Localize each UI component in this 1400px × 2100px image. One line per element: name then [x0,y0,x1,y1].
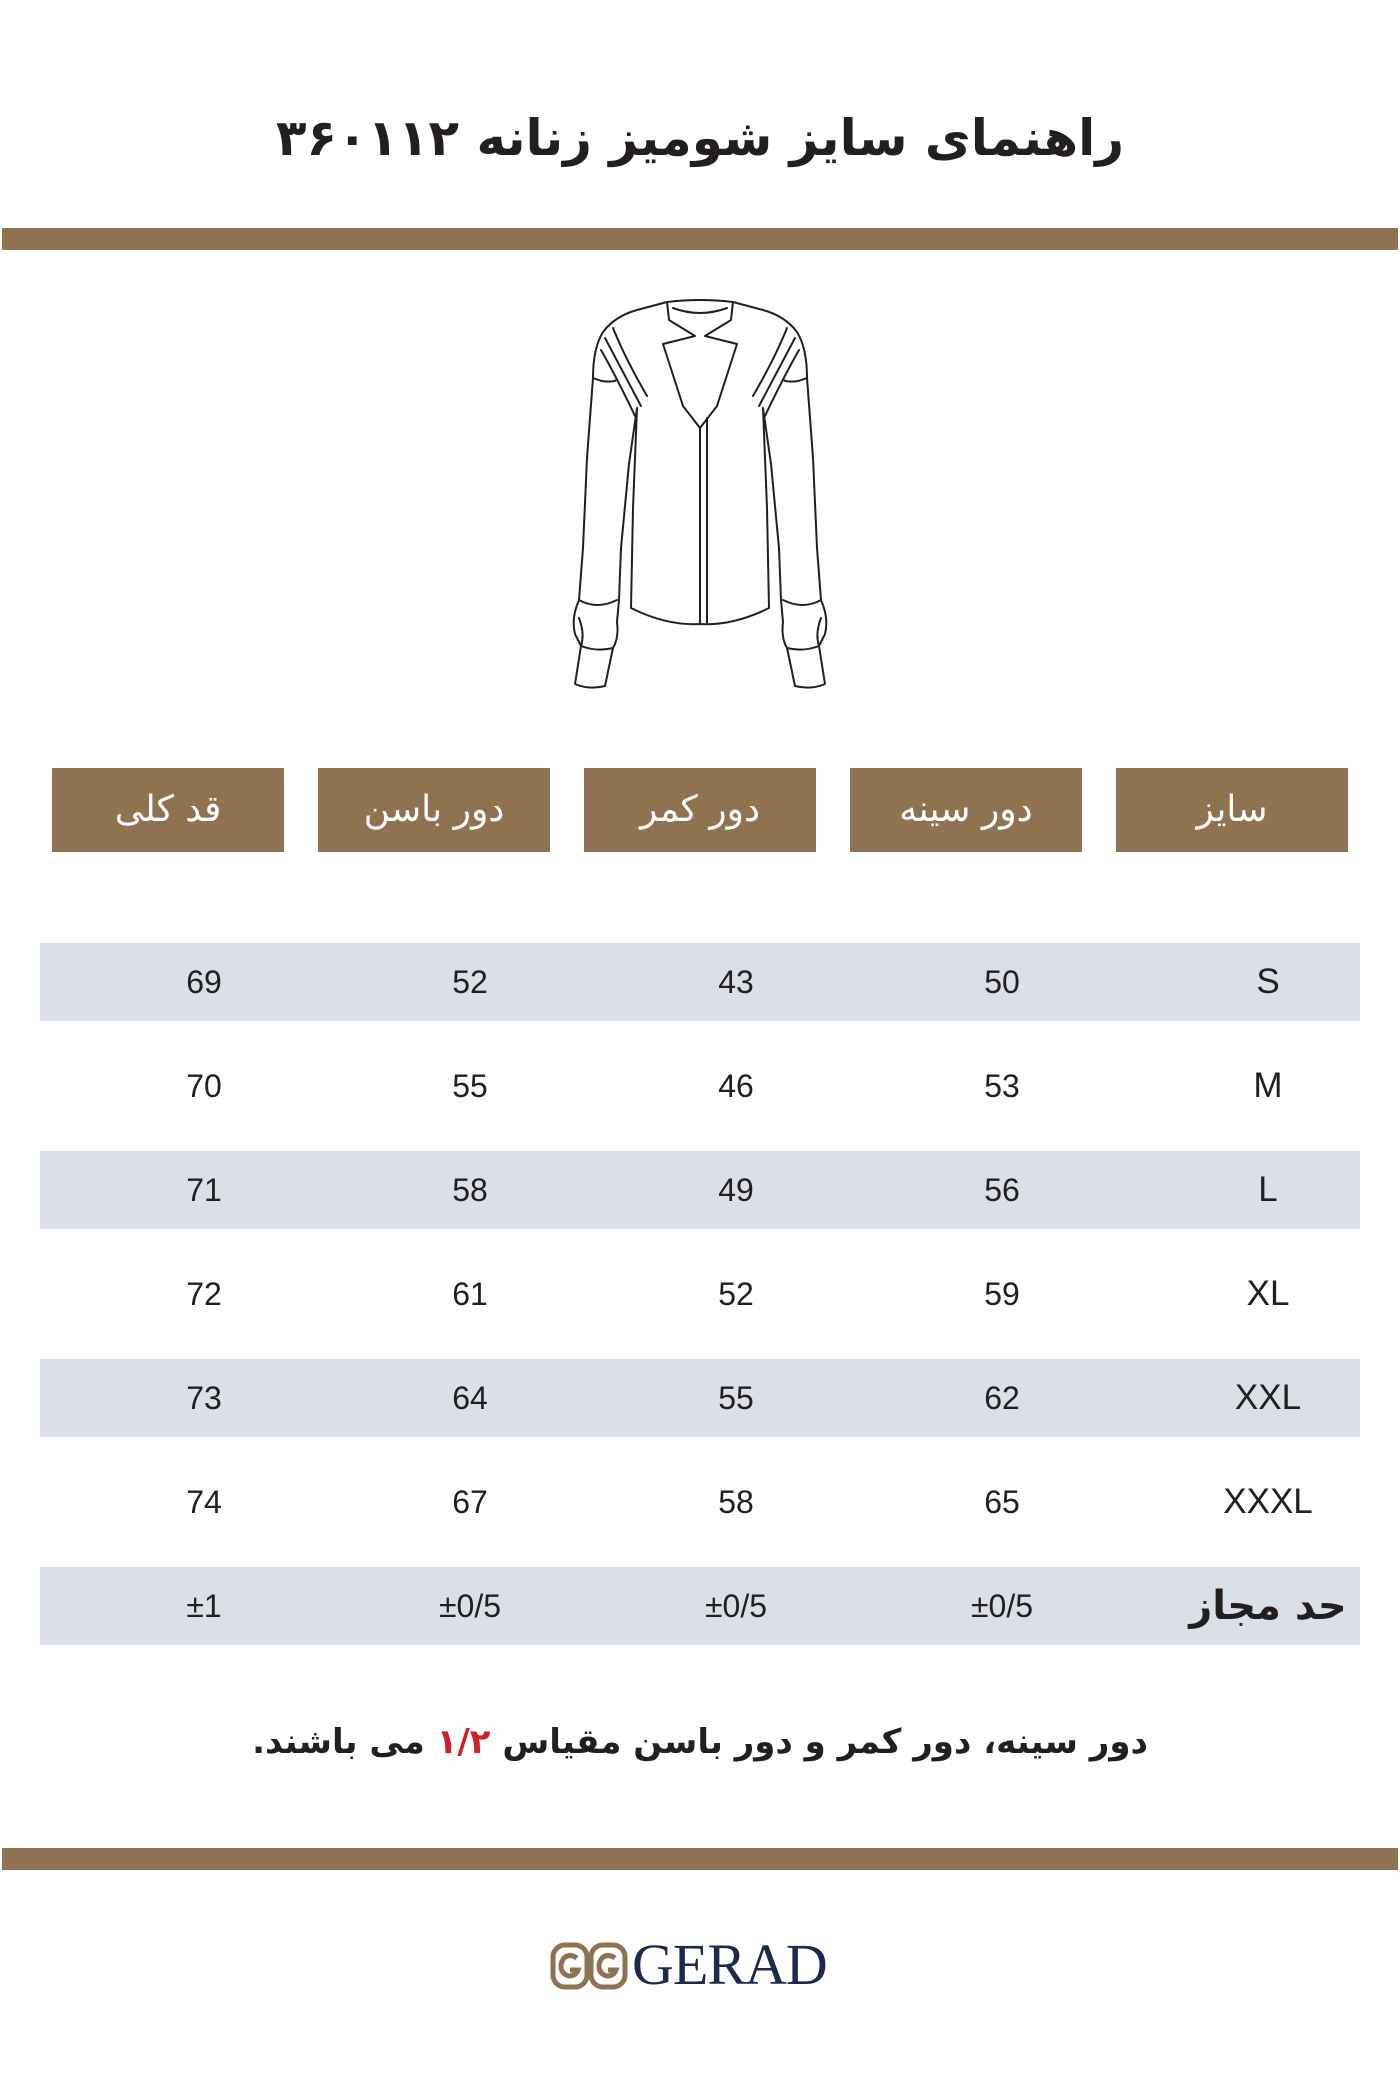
top-divider [2,228,1398,250]
gerad-logo-icon [550,1942,628,1990]
page-title: راهنمای سایز شومیز زنانه ۳۶۰۱۱۲ [275,109,1125,167]
size-cell: S [1256,962,1280,1001]
tolerance-label: حد مجاز [1189,1583,1347,1629]
table-row [40,1359,1360,1437]
waist-cell: 43 [718,964,754,1000]
length-cell: 70 [186,1068,222,1104]
header-size: سایز [1116,768,1348,852]
size-cell: XXXL [1223,1482,1313,1521]
size-cell: XXL [1234,1378,1302,1417]
hip-cell: 67 [452,1484,488,1520]
brand-name: GERAD [632,1932,827,1997]
header-hip: دور باسن [318,768,550,852]
chest-tolerance-cell: ±0/5 [970,1588,1034,1624]
tolerance-row [40,1567,1360,1645]
note-text-start: دور سینه، دور کمر و دور باسن مقیاس [490,1722,1148,1762]
chest-cell: 65 [984,1484,1020,1520]
hip-cell: 55 [452,1068,488,1104]
hip-cell: 52 [452,964,488,1000]
chest-cell: 50 [984,964,1020,1000]
header-chest: دور سینه [850,768,1082,852]
waist-cell: 52 [718,1276,754,1312]
table-row [40,1255,1360,1333]
table-row [40,1151,1360,1229]
waist-tolerance-cell: ±0/5 [704,1588,768,1624]
size-cell: M [1253,1066,1283,1105]
length-cell: 73 [186,1380,222,1416]
length-cell: 69 [186,964,222,1000]
measurement-note [0,1712,1400,1772]
waist-cell: 55 [718,1380,754,1416]
table-row [40,1047,1360,1125]
note-text-end: می باشند. [252,1722,437,1762]
chest-cell: 62 [984,1380,1020,1416]
note-scale-value: ۱/۲ [436,1722,491,1762]
brand-logo [550,1934,850,1996]
size-table [40,943,1360,1671]
hip-tolerance-cell: ±0/5 [438,1588,502,1624]
hip-cell: 61 [452,1276,488,1312]
hip-cell: 58 [452,1172,488,1208]
chest-cell: 53 [984,1068,1020,1104]
bottom-divider [2,1848,1398,1870]
length-tolerance-cell: ±1 [186,1588,222,1624]
length-cell: 72 [186,1276,222,1312]
header-waist: دور کمر [584,768,816,852]
hip-cell: 64 [452,1380,488,1416]
length-cell: 74 [186,1484,222,1520]
chest-cell: 59 [984,1276,1020,1312]
waist-cell: 49 [718,1172,754,1208]
table-row [40,1463,1360,1541]
chest-cell: 56 [984,1172,1020,1208]
table-row [40,943,1360,1021]
blouse-illustration-icon [555,288,845,708]
header-length: قد کلی [52,768,284,852]
size-cell: XL [1246,1274,1290,1313]
length-cell: 71 [186,1172,222,1208]
waist-cell: 58 [718,1484,754,1520]
waist-cell: 46 [718,1068,754,1104]
size-cell: L [1258,1170,1278,1209]
size-table-header [52,768,1348,852]
